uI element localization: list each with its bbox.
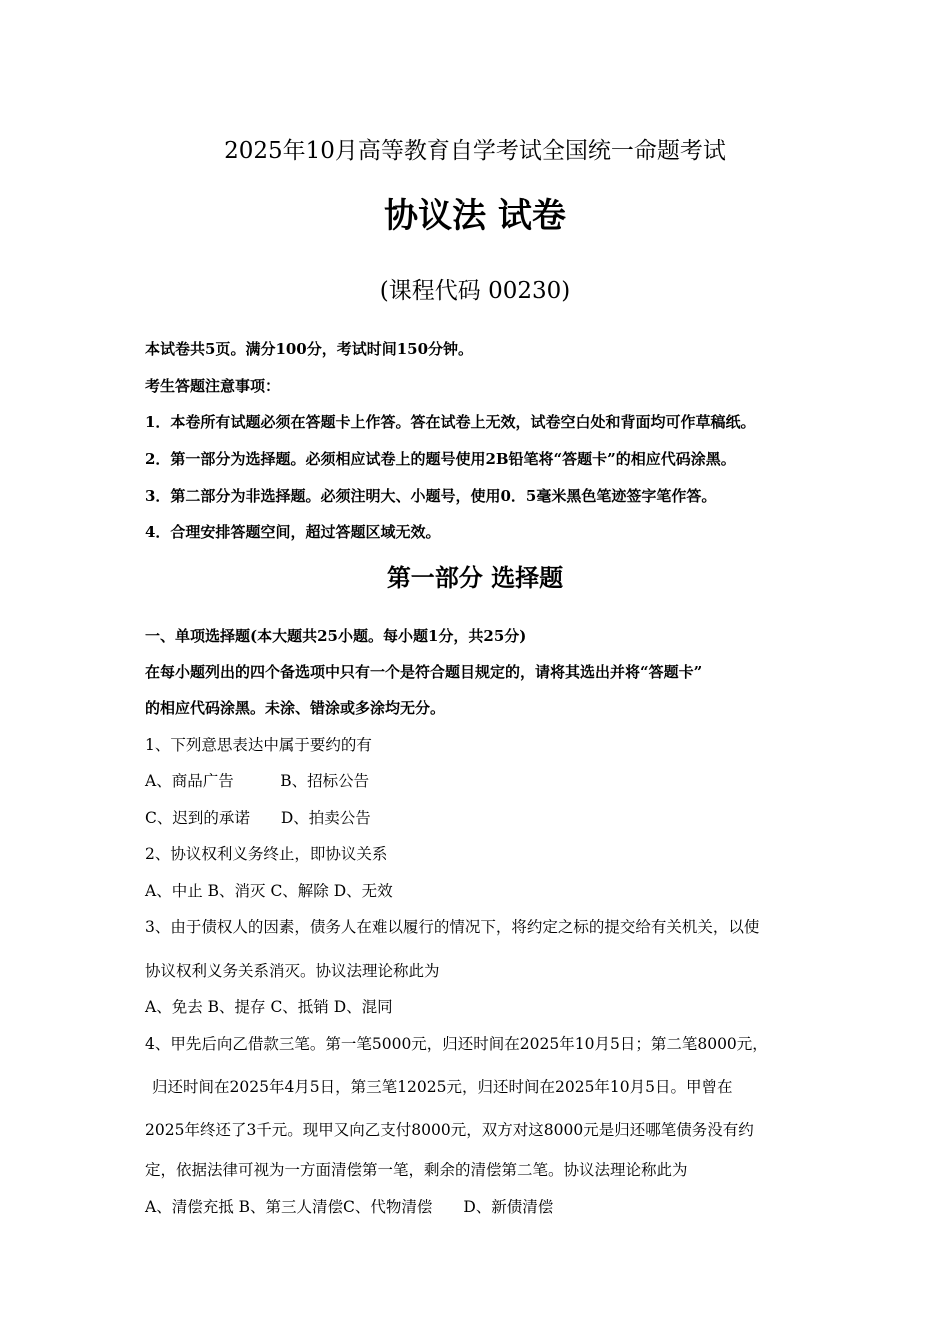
question-4-stem-line-3: 2025年终还了3千元。现甲又向乙支付8000元，双方对这8000元是归还哪笔债务没有约: [145, 1121, 754, 1139]
section-desc-line-2: 的相应代码涂黑。未涂、错涂或多涂均无分。: [145, 699, 446, 717]
question-4-stem-line-4: 定，依据法律可视为一方面清偿第一笔，剩余的清偿第二笔。协议法理论称此为: [145, 1161, 688, 1179]
exam-title: 协议法 试卷: [384, 196, 566, 236]
question-3-stem-line-1: 3、由于债权人的因素，债务人在难以履行的情况下，将约定之标的提交给有关机关，以使: [145, 918, 760, 936]
exam-header: 2025年10月高等教育自学考试全国统一命题考试: [224, 138, 726, 164]
question-2-stem: 2、协议权利义务终止，即协议关系: [145, 845, 388, 863]
question-3-stem-line-2: 协议权利义务关系消灭。协议法理论称此为: [145, 962, 440, 980]
question-3-options: A、免去 B、提存 C、抵销 D、混同: [145, 998, 393, 1016]
exam-summary: 本试卷共5页。满分100分，考试时间150分钟。: [145, 340, 474, 358]
notice-item-1: 1．本卷所有试题必须在答题卡上作答。答在试卷上无效，试卷空白处和背面均可作草稿纸。: [145, 413, 756, 431]
question-1-options-line-1: A、商品广告 B、招标公告: [145, 772, 370, 790]
question-4-stem-line-2: 归还时间在2025年4月5日，第三笔12025元，归还时间在2025年10月5日。甲曾在: [152, 1078, 733, 1096]
notice-item-4: 4．合理安排答题空间，超过答题区域无效。: [145, 523, 441, 541]
notice-heading: 考生答题注意事项：: [145, 377, 281, 395]
section-desc-line-1: 在每小题列出的四个备选项中只有一个是符合题目规定的，请将其选出并将“答题卡”: [145, 663, 703, 681]
section-title: 一、单项选择题(本大题共25小题。每小题1分，共25分): [145, 627, 527, 645]
course-code: (课程代码 00230): [379, 278, 571, 304]
notice-item-3: 3．第二部分为非选择题。必须注明大、小题号，使用0．5毫米黑色笔迹签字笔作答。: [145, 487, 717, 505]
question-4-stem-line-1: 4、甲先后向乙借款三笔。第一笔5000元，归还时间在2025年10月5日；第二笔8000元，: [145, 1035, 768, 1053]
question-1-options-line-2: C、迟到的承诺 D、拍卖公告: [145, 809, 371, 827]
part-one-heading: 第一部分 选择题: [386, 564, 564, 592]
question-1-stem: 1、下列意思表达中属于要约的有: [145, 736, 372, 754]
notice-item-2: 2．第一部分为选择题。必须相应试卷上的题号使用2B铅笔将“答题卡”的相应代码涂黑。: [145, 450, 736, 468]
question-2-options: A、中止 B、消灭 C、解除 D、无效: [145, 882, 393, 900]
question-4-options: A、清偿充抵 B、第三人清偿C、代物清偿 D、新债清偿: [145, 1198, 554, 1216]
